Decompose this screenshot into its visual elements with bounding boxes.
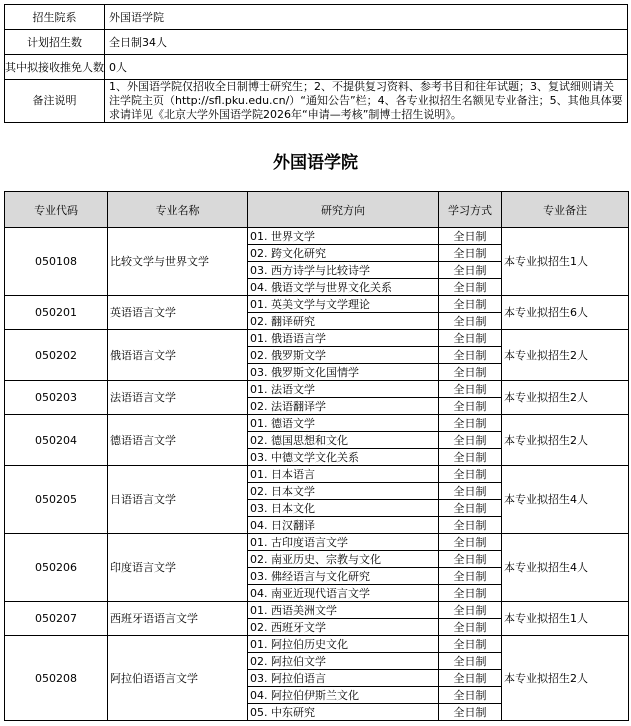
research-direction: 02. 德国思想和文化 bbox=[248, 432, 439, 449]
study-mode: 全日制 bbox=[439, 483, 502, 500]
study-mode: 全日制 bbox=[439, 568, 502, 585]
study-mode: 全日制 bbox=[439, 415, 502, 432]
info-label: 备注说明 bbox=[5, 80, 105, 123]
major-code: 050202 bbox=[5, 330, 108, 381]
study-mode: 全日制 bbox=[439, 228, 502, 245]
research-direction: 01. 西语美洲文学 bbox=[248, 602, 439, 619]
research-direction: 02. 南亚历史、宗教与文化 bbox=[248, 551, 439, 568]
table-row bbox=[5, 466, 629, 483]
study-mode: 全日制 bbox=[439, 398, 502, 415]
table-row bbox=[5, 330, 629, 347]
major-note: 本专业拟招生2人 bbox=[502, 636, 629, 721]
major-code: 050205 bbox=[5, 466, 108, 534]
col-header-name: 专业名称 bbox=[108, 192, 248, 228]
info-row bbox=[5, 30, 628, 55]
research-direction: 01. 俄语语言学 bbox=[248, 330, 439, 347]
research-direction: 01. 古印度语言文学 bbox=[248, 534, 439, 551]
study-mode: 全日制 bbox=[439, 279, 502, 296]
research-direction: 01. 阿拉伯历史文化 bbox=[248, 636, 439, 653]
major-note: 本专业拟招生4人 bbox=[502, 466, 629, 534]
research-direction: 05. 中东研究 bbox=[248, 704, 439, 721]
research-direction: 03. 俄罗斯文化国情学 bbox=[248, 364, 439, 381]
study-mode: 全日制 bbox=[439, 432, 502, 449]
study-mode: 全日制 bbox=[439, 534, 502, 551]
research-direction: 02. 西班牙文学 bbox=[248, 619, 439, 636]
major-name: 俄语语言文学 bbox=[108, 330, 248, 381]
study-mode: 全日制 bbox=[439, 517, 502, 534]
study-mode: 全日制 bbox=[439, 653, 502, 670]
major-note: 本专业拟招生2人 bbox=[502, 381, 629, 415]
major-code: 050208 bbox=[5, 636, 108, 721]
study-mode: 全日制 bbox=[439, 449, 502, 466]
major-name: 法语语言文学 bbox=[108, 381, 248, 415]
study-mode: 全日制 bbox=[439, 687, 502, 704]
study-mode: 全日制 bbox=[439, 500, 502, 517]
study-mode: 全日制 bbox=[439, 619, 502, 636]
info-label: 其中拟接收推免人数 bbox=[5, 55, 105, 80]
research-direction: 02. 日本文学 bbox=[248, 483, 439, 500]
major-name: 印度语言文学 bbox=[108, 534, 248, 602]
study-mode: 全日制 bbox=[439, 670, 502, 687]
col-header-direction: 研究方向 bbox=[248, 192, 439, 228]
research-direction: 02. 法语翻译学 bbox=[248, 398, 439, 415]
major-name: 英语语言文学 bbox=[108, 296, 248, 330]
info-table bbox=[4, 4, 628, 123]
majors-body bbox=[5, 228, 629, 721]
info-value: 全日制34人 bbox=[105, 30, 628, 55]
study-mode: 全日制 bbox=[439, 704, 502, 721]
majors-table bbox=[4, 191, 629, 721]
table-row bbox=[5, 602, 629, 619]
major-note: 本专业拟招生1人 bbox=[502, 602, 629, 636]
table-row bbox=[5, 228, 629, 245]
major-name: 日语语言文学 bbox=[108, 466, 248, 534]
research-direction: 01. 日本语言 bbox=[248, 466, 439, 483]
study-mode: 全日制 bbox=[439, 466, 502, 483]
research-direction: 04. 日汉翻译 bbox=[248, 517, 439, 534]
research-direction: 04. 俄语文学与世界文化关系 bbox=[248, 279, 439, 296]
research-direction: 01. 世界文学 bbox=[248, 228, 439, 245]
research-direction: 02. 跨文化研究 bbox=[248, 245, 439, 262]
info-label: 计划招生数 bbox=[5, 30, 105, 55]
major-name: 德语语言文学 bbox=[108, 415, 248, 466]
study-mode: 全日制 bbox=[439, 313, 502, 330]
major-name: 比较文学与世界文学 bbox=[108, 228, 248, 296]
major-note: 本专业拟招生2人 bbox=[502, 330, 629, 381]
study-mode: 全日制 bbox=[439, 364, 502, 381]
info-value: 0人 bbox=[105, 55, 628, 80]
research-direction: 01. 英美文学与文学理论 bbox=[248, 296, 439, 313]
research-direction: 02. 俄罗斯文学 bbox=[248, 347, 439, 364]
major-code: 050203 bbox=[5, 381, 108, 415]
research-direction: 03. 中德文学文化关系 bbox=[248, 449, 439, 466]
research-direction: 02. 阿拉伯文学 bbox=[248, 653, 439, 670]
info-remarks: 1、外国语学院仅招收全日制博士研究生；2、不提供复习资料、参考书目和往年试题；3、复试细则请关注学院主页（http://sfl.pku.edu.cn/）“通知公告”栏；4、各专业拟招生名额见专业备注；5、其他具体要求请详见《北京大学外国语学院2026年“申请—考核”制博士招生说明》。 bbox=[105, 80, 628, 123]
study-mode: 全日制 bbox=[439, 296, 502, 313]
study-mode: 全日制 bbox=[439, 330, 502, 347]
table-row bbox=[5, 296, 629, 313]
major-note: 本专业拟招生4人 bbox=[502, 534, 629, 602]
research-direction: 03. 西方诗学与比较诗学 bbox=[248, 262, 439, 279]
research-direction: 01. 德语文学 bbox=[248, 415, 439, 432]
research-direction: 04. 南亚近现代语言文学 bbox=[248, 585, 439, 602]
study-mode: 全日制 bbox=[439, 381, 502, 398]
col-header-code: 专业代码 bbox=[5, 192, 108, 228]
major-note: 本专业拟招生1人 bbox=[502, 228, 629, 296]
col-header-note: 专业备注 bbox=[502, 192, 629, 228]
major-code: 050108 bbox=[5, 228, 108, 296]
info-label: 招生院系 bbox=[5, 5, 105, 30]
research-direction: 03. 佛经语言与文化研究 bbox=[248, 568, 439, 585]
major-code: 050204 bbox=[5, 415, 108, 466]
info-row bbox=[5, 80, 628, 123]
study-mode: 全日制 bbox=[439, 262, 502, 279]
research-direction: 04. 阿拉伯伊斯兰文化 bbox=[248, 687, 439, 704]
research-direction: 03. 阿拉伯语言 bbox=[248, 670, 439, 687]
table-row bbox=[5, 415, 629, 432]
study-mode: 全日制 bbox=[439, 636, 502, 653]
study-mode: 全日制 bbox=[439, 602, 502, 619]
research-direction: 02. 翻译研究 bbox=[248, 313, 439, 330]
study-mode: 全日制 bbox=[439, 585, 502, 602]
research-direction: 01. 法语文学 bbox=[248, 381, 439, 398]
table-row bbox=[5, 636, 629, 653]
study-mode: 全日制 bbox=[439, 347, 502, 364]
table-row bbox=[5, 534, 629, 551]
major-name: 西班牙语语言文学 bbox=[108, 602, 248, 636]
header-row bbox=[5, 192, 629, 228]
study-mode: 全日制 bbox=[439, 551, 502, 568]
col-header-mode: 学习方式 bbox=[439, 192, 502, 228]
info-row bbox=[5, 55, 628, 80]
major-note: 本专业拟招生2人 bbox=[502, 415, 629, 466]
major-code: 050207 bbox=[5, 602, 108, 636]
major-name: 阿拉伯语语言文学 bbox=[108, 636, 248, 721]
study-mode: 全日制 bbox=[439, 245, 502, 262]
page-title: 外国语学院 bbox=[273, 153, 358, 173]
major-code: 050206 bbox=[5, 534, 108, 602]
info-value: 外国语学院 bbox=[105, 5, 628, 30]
research-direction: 03. 日本文化 bbox=[248, 500, 439, 517]
info-row bbox=[5, 5, 628, 30]
table-row bbox=[5, 381, 629, 398]
major-note: 本专业拟招生6人 bbox=[502, 296, 629, 330]
major-code: 050201 bbox=[5, 296, 108, 330]
